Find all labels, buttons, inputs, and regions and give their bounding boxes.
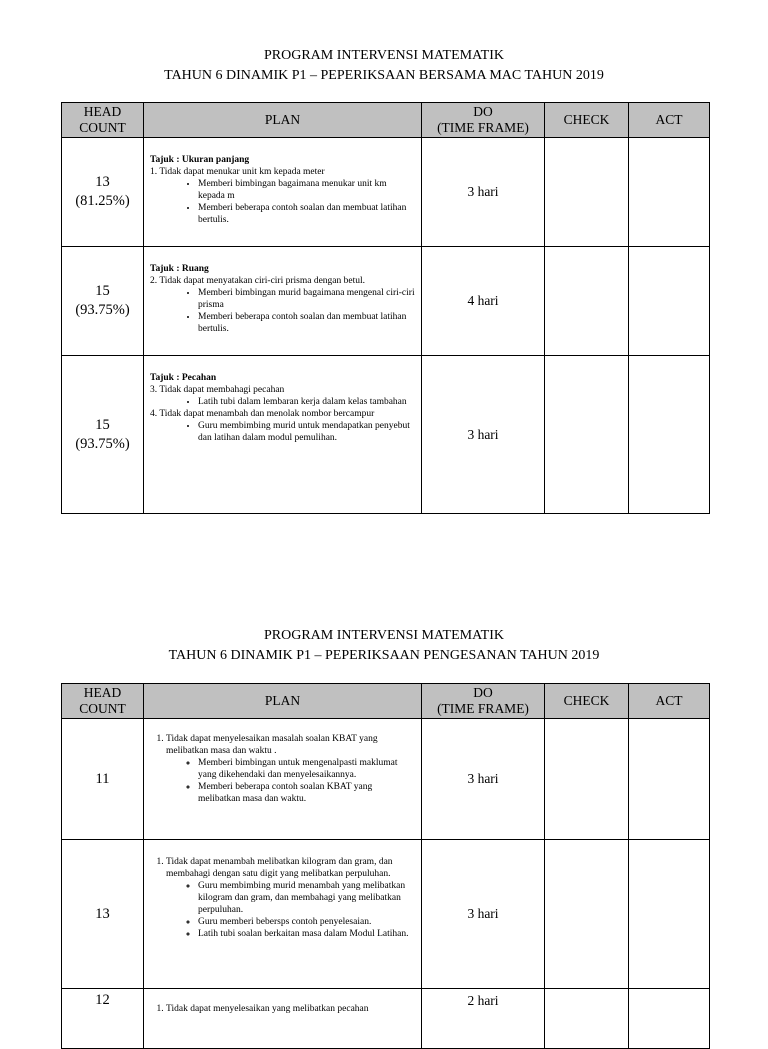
plan-bullet: • Memberi beberapa contoh soalan dan membuat latihan bertulis.: [198, 202, 415, 226]
time-frame-cell: 3 hari: [422, 719, 545, 840]
head-count-percent: (93.75%): [75, 302, 130, 318]
plan-cell: [144, 840, 422, 989]
head-count-cell: 12: [62, 989, 144, 1049]
plan-bullets: [150, 178, 415, 226]
time-frame-cell: 4 hari: [422, 247, 545, 356]
head-count-header: [62, 684, 144, 719]
table-header-row: [62, 103, 710, 138]
plan-bullet: ◦ Memberi bimbingan untuk mengenalpasti maklumat yang dikehendaki dan menyelesaikannya.: [198, 757, 415, 781]
check-cell: [545, 840, 629, 989]
section-1-title-line1: PROGRAM INTERVENSI MATEMATIK: [264, 48, 504, 63]
plan-list: [150, 856, 415, 940]
plan-topic: Tajuk : Ukuran panjang: [150, 155, 250, 165]
table-row: [62, 356, 710, 514]
head-count-header-line1: HEAD: [83, 104, 122, 119]
do-header-line2: (TIME FRAME): [437, 120, 529, 135]
plan-bullet: ◦ Guru memberi bebersps contoh penyelesaian.: [198, 916, 415, 928]
plan-item-text: Tidak dapat menambah melibatkan kilogram dan gram, dan membahagi dengan satu digit yang melibatkan perpuluhan.: [166, 857, 393, 879]
act-cell: [629, 989, 710, 1049]
time-frame-cell: 3 hari: [422, 840, 545, 989]
plan-header: PLAN: [144, 684, 422, 719]
plan-bullet: ◦ Memberi beberapa contoh soalan KBAT yang melibatkan masa dan waktu.: [198, 781, 415, 805]
act-header: ACT: [629, 684, 710, 719]
plan-cell: [144, 989, 422, 1049]
check-cell: [545, 247, 629, 356]
head-count-cell: 11: [62, 719, 144, 840]
table-row: [62, 719, 710, 840]
check-cell: [545, 138, 629, 247]
table-row: [62, 247, 710, 356]
plan-cell: [144, 356, 422, 514]
plan-bullet: • Latih tubi dalam lembaran kerja dalam kelas tambahan: [198, 396, 415, 408]
do-header-line1: DO: [473, 685, 493, 700]
check-cell: [545, 356, 629, 514]
act-cell: [629, 138, 710, 247]
do-header-line1: DO: [473, 104, 493, 119]
act-cell: [629, 356, 710, 514]
time-frame-cell: 2 hari: [422, 989, 545, 1049]
section-2-title-line2: TAHUN 6 DINAMIK P1 – PEPERIKSAAN PENGESANAN TAHUN 2019: [168, 648, 600, 663]
head-count-header: [62, 103, 144, 138]
plan-cell: [144, 247, 422, 356]
head-count-cell: 13: [62, 840, 144, 989]
head-count-header-line1: HEAD: [83, 685, 122, 700]
plan-bullet: • Memberi beberapa contoh soalan dan membuat latihan bertulis.: [198, 311, 415, 335]
plan-cell: [144, 719, 422, 840]
head-count-cell: [62, 138, 144, 247]
plan-bullets: [150, 287, 415, 335]
plan-bullets: [166, 757, 415, 805]
plan-item: [166, 733, 415, 805]
plan-topic: Tajuk : Pecahan: [150, 373, 217, 383]
act-header: ACT: [629, 103, 710, 138]
head-count-header-line2: COUNT: [79, 701, 126, 716]
head-count-value: 13: [95, 174, 110, 190]
head-count-value: 15: [95, 416, 110, 433]
plan-bullets: [166, 880, 415, 940]
plan-list: [150, 1003, 415, 1015]
plan-item-text: Tidak dapat menyelesaikan masalah soalan KBAT yang melibatkan masa dan waktu .: [166, 734, 378, 756]
check-header: CHECK: [545, 103, 629, 138]
head-count-value: 15: [95, 283, 110, 299]
plan-bullet: ◦ Guru membimbing murid menambah yang melibatkan kilogram dan gram, dan membahagi yang melibatkan perpuluhan.: [198, 880, 415, 916]
act-cell: [629, 247, 710, 356]
plan-bullet: • Guru membimbing murid untuk mendapatkan penyebut dan latihan dalam modul pemulihan.: [198, 420, 415, 444]
section-1: [0, 46, 768, 86]
act-cell: [629, 719, 710, 840]
act-cell: [629, 840, 710, 989]
plan-item: 2. Tidak dapat menyatakan ciri-ciri prisma dengan betul.: [150, 276, 366, 286]
check-cell: [545, 989, 629, 1049]
check-header: CHECK: [545, 684, 629, 719]
head-count-header-line2: COUNT: [79, 120, 126, 135]
head-count-percent: (93.75%): [75, 435, 130, 452]
do-header: [422, 103, 545, 138]
plan-item: 3. Tidak dapat membahagi pecahan: [150, 385, 285, 395]
plan-cell: [144, 138, 422, 247]
plan-header: PLAN: [144, 103, 422, 138]
plan-bullets: [150, 396, 415, 408]
section-2-table: [61, 683, 710, 1049]
plan-bullet: • Memberi bimbingan murid bagaimana mengenal ciri-ciri prisma: [198, 287, 415, 311]
section-1-title-line2: TAHUN 6 DINAMIK P1 – PEPERIKSAAN BERSAMA MAC TAHUN 2019: [164, 68, 604, 83]
check-cell: [545, 719, 629, 840]
head-count-cell: [62, 247, 144, 356]
plan-bullets: [150, 420, 415, 444]
plan-item: 1. Tidak dapat menukar unit km kepada meter: [150, 167, 325, 177]
do-header-line2: (TIME FRAME): [437, 701, 529, 716]
do-header: [422, 684, 545, 719]
plan-item-text: Tidak dapat menyelesaikan yang melibatkan pecahan: [166, 1004, 369, 1014]
head-count-cell: [62, 356, 144, 514]
time-frame-cell: 3 hari: [422, 356, 545, 514]
section-2-title-line1: PROGRAM INTERVENSI MATEMATIK: [264, 628, 504, 643]
section-1-table: [61, 102, 710, 514]
head-count-percent: (81.25%): [75, 193, 130, 209]
table-row: [62, 989, 710, 1049]
table-row: [62, 138, 710, 247]
plan-bullet: ◦ Latih tubi soalan berkaitan masa dalam Modul Latihan.: [198, 928, 415, 940]
plan-bullet: • Memberi bimbingan bagaimana menukar unit km kepada m: [198, 178, 415, 202]
plan-item: [166, 856, 415, 940]
plan-topic: Tajuk : Ruang: [150, 264, 209, 274]
plan-item: [166, 1003, 415, 1015]
plan-item: 4. Tidak dapat menambah dan menolak nombor bercampur: [150, 409, 375, 419]
table-row: [62, 840, 710, 989]
plan-list: [150, 733, 415, 805]
table-header-row: [62, 684, 710, 719]
time-frame-cell: 3 hari: [422, 138, 545, 247]
section-2: [0, 626, 768, 666]
